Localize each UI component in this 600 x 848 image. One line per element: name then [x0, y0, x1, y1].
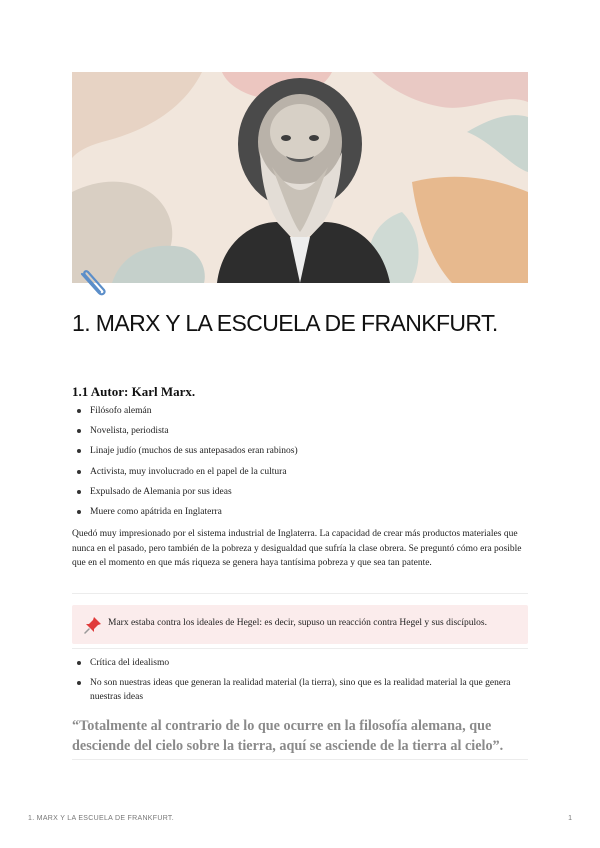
- bullet-list: [76, 404, 516, 525]
- list-item: No son nuestras ideas que generan la realidad material (la tierra), sino que es la realidad material la que genera nuestras ideas: [76, 676, 526, 704]
- divider: [72, 759, 528, 760]
- bullet-list: [76, 656, 526, 710]
- body-paragraph: Quedó muy impresionado por el sistema industrial de Inglaterra. La capacidad de crear más productos materiales que nunca en el pasado, pero también de la pobreza y desigualdad que sufría la clase obrera. Se preguntó cómo era posible que en el momento en que más riqueza se genera haya tantísima pobreza y que sea tan patente.: [72, 529, 522, 568]
- section-heading: 1.1 Autor: Karl Marx.: [72, 384, 196, 399]
- divider: [72, 593, 528, 594]
- list-item: Novelista, periodista: [76, 424, 516, 444]
- list-item: Expulsado de Alemania por sus ideas: [76, 485, 516, 505]
- list-item: Filósofo alemán: [76, 404, 516, 424]
- paperclip-icon: [74, 266, 110, 302]
- callout-box: [72, 605, 528, 644]
- divider: [72, 648, 528, 649]
- list-item: Linaje judío (muchos de sus antepasados eran rabinos): [76, 444, 516, 464]
- page-number: 1: [568, 815, 572, 822]
- cover-image: [72, 72, 528, 283]
- footer-title: 1. MARX Y LA ESCUELA DE FRANKFURT.: [28, 815, 174, 822]
- pushpin-icon: [84, 616, 102, 634]
- list-item: Muere como apátrida en Inglaterra: [76, 505, 516, 525]
- list-item: Crítica del idealismo: [76, 656, 526, 670]
- callout-text: Marx estaba contra los ideales de Hegel: es decir, supuso un reacción contra Hegel y sus discípulos.: [108, 618, 487, 628]
- quote: “Totalmente al contrario de lo que ocurre en la filosofía alemana, que desciende del cielo sobre la tierra, aquí se asciende de la tierra al cielo”.: [72, 718, 504, 754]
- page-title: 1. MARX Y LA ESCUELA DE FRANKFURT.: [72, 310, 498, 336]
- list-item: Activista, muy involucrado en el papel de la cultura: [76, 465, 516, 485]
